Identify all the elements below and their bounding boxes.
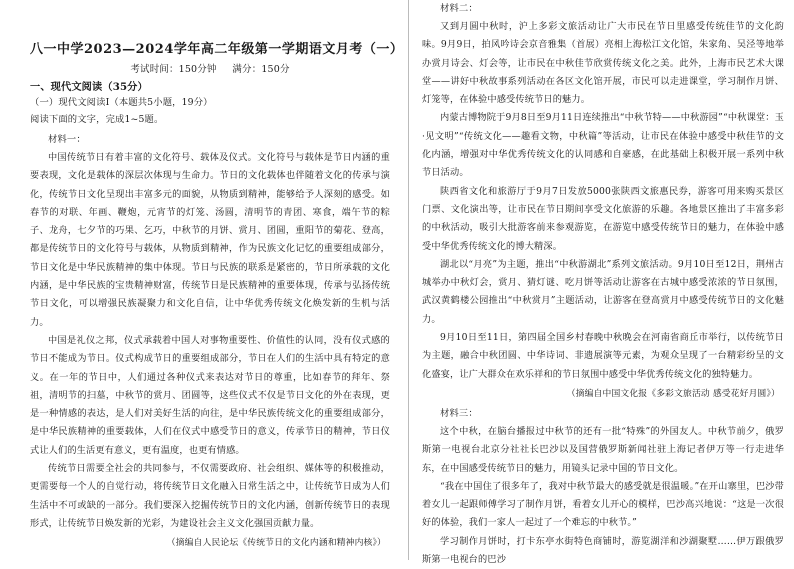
material-3-paragraph: 这个中秋，在脑台播报过中秋节的还有一批“特殊”的外国友人。中秋节前夕，俄罗斯第一电视台北京分社社长巴沙以及国营俄罗斯新闻社驻上海记者伊万等一行走进华东，在中国感受传统节日的魅力，用镜头记录中国的节日文化。 [422,425,784,474]
section-subheading: （一）现代文阅读Ⅰ（本题共5小题，19分） [30,97,213,108]
section-instruction: 阅读下面的文字，完成1~5题。 [30,114,164,125]
material-3-paragraph: 学习制作月饼时，打卡东亭水街特色商铺时，游览湖洋和沙湖聚墅……伊万跟俄罗斯第一电视台的巴沙 [422,535,784,566]
material-2-paragraph: 内蒙古博物院于9月8日至9月11日连续推出“中秋节特——中秋游园”“中秋课堂：玉·见文明”“传统文化——趣看文物，中秋篇”等活动，让市民在体验中感受中秋佳节的文化内涵，增强对中华优秀传统文化的认同感和自豪感，在此基础上积极开展一系列中秋节日活动。 [422,112,784,179]
exam-meta [30,61,390,78]
material-1-paragraph: 中国是礼仪之邦，仪式承载着中国人对事物重要性、价值性的认同，没有仪式感的节日不能成为节日。仪式构成节日的重要组成部分，节日在人们的生活中具有特定的意义。在一年的节日中，人们通过各种仪式来表达对节日的尊重，比如春节的拜年、祭祖，清明节的扫墓，中秋节的赏月、团圆等，这些仪式不仅是节日文化的外在表现，更是一种情感的表达，是人们对美好生活的向往，是中华民族传统文化的重要组成部分，是中华民族精神的重要载体，人们在仪式中感受节日的意义，传承节日的精神，节日仪式让人们的生活更有意义，更有温度，也更有情感。 [30,334,390,456]
material-1-source: （摘编自人民论坛《传统节日的文化内涵和精神内核》） [166,538,386,549]
section-heading: 一、现代文阅读（35分） [30,81,148,93]
column-divider [408,0,409,560]
material-3-paragraph: “我在中国住了很多年了，我对中秋节最大的感受就是很温暖。”在开山寨里，巴沙带着女儿一起跟师傅学习了制作月饼，看着女儿开心的模样，巴沙高兴地说：“这是一次很好的体验，我们一家人一起过了一个难忘的中秋节。” [422,480,784,529]
exam-title: 八一中学2023—2024学年高二年级第一学期语文月考（一） [30,42,404,57]
full-score: 满分：150分 [232,64,290,75]
material-2-paragraph: 又到月圆中秋时，沪上多彩文旅活动让广大市民在节日里感受传统佳节的文化韵味。9月9日，拍风吟诗会京音雅集（首展）亮相上海松江文化馆，朱家角、吴泾等地举办赏月诗会、灯会等，让市民在中秋佳节欣赏传统文化之美。此外，上海市民艺术大课堂——讲好中秋故事系列活动在各区文化馆开展，市民可以走进课堂，学习制作月饼、灯笼等，在体验中感受传统节日的魅力。 [422,21,784,106]
material-1-label: 材料一： [48,134,86,145]
material-3-label: 材料三： [440,407,478,419]
material-2-paragraph: 9月10日至11日，第四届全国乡村春晚中秋晚会在河南省商丘市举行，以传统节日为主题，融合中秋团圆、中华诗词、非遗展演等元素，为观众呈现了一台精彩纷呈的文化盛宴，让广大群众在欢乐祥和的节日氛围中感受中华优秀传统文化的独特魅力。 [422,332,784,380]
material-1-paragraph: 中国传统节日有着丰富的文化符号、载体及仪式。文化符号与载体是节日内涵的重要表现，文化是载体的深层次体现与生命力。节日的文化载体也伴随着文化的传承与演化，传统节日文化呈现出丰富多元的面貌，从物质到精神，能够给予人深刻的感受。如春节的对联、年画、鞭炮，元宵节的灯笼、汤圆，清明节的青团、寒食，端午节的粽子、龙舟，七夕节的巧果、乞巧，中秋节的月饼、赏月、团圆，重阳节的菊花、登高，都是传统节日的文化符号与载体，从物质到精神，作为民族文化记忆的重要组成部分，节日文化是中华民族精神的集中体现。节日与民族的联系是紧密的，节日所承载的文化内涵，是中华民族的宝贵精神财富，传统节日是民族精神的重要体现，传承与弘扬传统节日文化，可以增强民族凝聚力和文化自信，让中华优秀传统文化焕发新的生机与活力。 [30,152,390,328]
material-2-paragraph: 陕西省文化和旅游厅于9月7日发放5000张陕西文旅惠民券，游客可用来购买景区门票、文化演出等，让市民在节日期间享受文化旅游的乐趣。各地景区推出了丰富多彩的中秋活动，吸引大批游客前来参观游览，在游览中感受传统节日的魅力，在体验中感受中华优秀传统文化的博大精深。 [422,185,784,252]
right-column [412,0,794,566]
material-2-label: 材料二： [440,3,478,14]
exam-time: 考试时间：150分钟 [130,64,217,75]
material-2-source: （摘编自中国文化报《多彩文旅活动 感受花好月圆》） [566,388,780,399]
material-1-paragraph: 传统节日需要全社会的共同参与，不仅需要政府、社会组织、媒体等的积极推动，更需要每一个人的自觉行动，将传统节日文化融入日常生活之中，让传统节日成为人们生活中不可或缺的一部分。我们要深入挖掘传统节日的文化内涵，创新传统节日的表现形式，让传统节日焕发新的光彩，为建设社会主义文化强国贡献力量。 [30,463,390,529]
material-2-paragraph: 湖北以“月亮”为主题，推出“中秋游湖北”系列文旅活动。9月10日至12日，荆州古城举办中秋灯会，赏月、猜灯谜、吃月饼等活动让游客在古城中感受浓浓的节日氛围，武汉黄鹤楼公园推出“中秋赏月”主题活动，让游客在登高赏月中感受传统节日的文化魅力。 [422,258,784,325]
